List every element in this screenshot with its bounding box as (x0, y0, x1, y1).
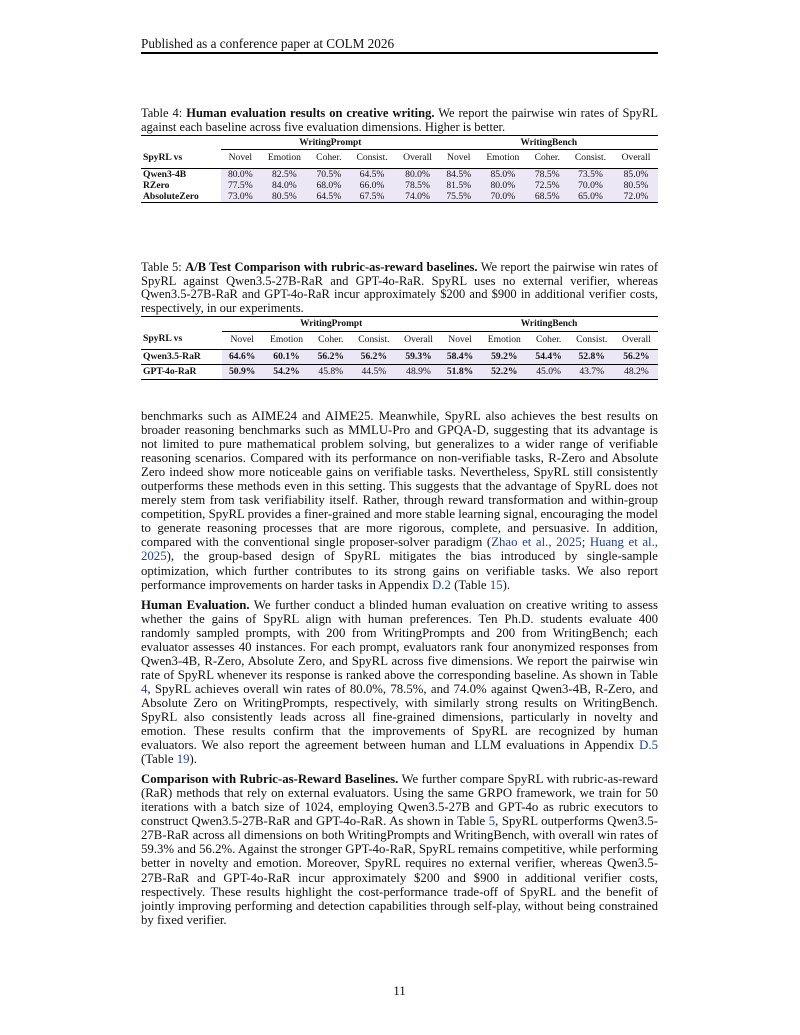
table4-caption-prefix: Table 4: (141, 106, 187, 120)
table5-caption (141, 261, 658, 315)
table-cell: 73.5% (567, 168, 614, 180)
table-cell: 80.5% (260, 191, 310, 203)
table4-col-header: Consist. (356, 152, 388, 164)
table4-col-header: Overall (621, 152, 651, 164)
table-cell: 50.9% (222, 364, 262, 379)
table-row (141, 180, 658, 191)
table-cell: 72.5% (528, 180, 567, 191)
table-cell: 77.5% (221, 180, 260, 191)
table4-col-header: Overall (403, 152, 432, 164)
page-number: 11 (393, 983, 406, 998)
paragraph-text: ). (502, 577, 511, 592)
table-cell: 68.5% (528, 191, 567, 203)
table5-col-header: Emotion (269, 333, 304, 345)
table5-col-header: Coher. (535, 333, 562, 345)
paragraph-text: , SpyRL outperforms Qwen3.5-27B-RaR across all dimensions on both WritingPrompts and WritingBench, with overall win rates of 59.3% and 56.2%. Against the stronger GPT-4o-RaR, SpyRL remains competitive, while performing better in novelty and emotion. Moreover, SpyRL requires no external verifier, whereas Qwen3.5-27B-RaR and GPT-4o-RaR incur approximately $200 and $900 in additional verifier costs, respectively. These results highlight the cost-performance trade-off of SpyRL and the benefit of jointly improving performing and detection capabilities through self-play, without being constrained by fixed verifier. (141, 814, 658, 927)
table-cell: 52.8% (569, 349, 615, 364)
table5-col-header: Novel (448, 333, 472, 345)
table4 (141, 135, 658, 202)
citation-link[interactable]: Zhao et al., 2025 (491, 535, 582, 550)
citation-separator: ; (581, 535, 590, 550)
table-cell: 56.2% (311, 349, 351, 364)
paragraph-text: benchmarks such as AIME24 and AIME25. Meanwhile, SpyRL also achieves the best results on broader reasoning benchmarks such as MMLU-Pro and GPQA-D, suggesting that its advantage is not limited to pure mathematical problem solving, but generalizes to a wider range of verifiable reasoning scenarios. Compared with its performance on non-verifiable tasks, R-Zero and Absolute Zero indeed show more noticeable gains on verifiable tasks. Nevertheless, SpyRL still consistently outperforms these methods even in this setting. This suggests that the advantage of SpyRL does not merely stem from task verifiability itself. Rather, through reward transformation and within-group competition, SpyRL provides a finer-grained and more stable learning signal, encouraging the model to generate reasoning processes that are more rigorous, complete, and persuasive. In addition, compared with the conventional single proposer-solver paradigm ( (141, 409, 658, 550)
table-cell: 74.0% (396, 191, 440, 203)
table-cell: 78.5% (396, 180, 440, 191)
appendix-ref-link[interactable]: D.2 (432, 577, 451, 592)
table4-caption-text: We report the pairwise win rates of SpyRL against each baseline across five evaluation dimensions. Higher is better. (141, 106, 658, 134)
table5-body (141, 349, 658, 379)
table-cell: 60.1% (262, 349, 311, 364)
table-cell: 43.7% (569, 364, 615, 379)
table5-col-header: Consist. (358, 333, 390, 345)
paragraph-heading: Comparison with Rubric-as-Reward Baselines. (141, 772, 399, 787)
table-cell: 48.2% (615, 364, 658, 379)
table-cell: 56.2% (615, 349, 658, 364)
table4-col-header: Novel (447, 152, 471, 164)
table-cell: 84.5% (440, 168, 479, 180)
table5-col-header: Emotion (487, 333, 521, 345)
table4-col-header: Emotion (267, 152, 301, 164)
table-cell: 78.5% (528, 168, 567, 180)
table-row-label: RZero (141, 180, 221, 191)
table-cell: 81.5% (440, 180, 479, 191)
table-cell: 64.5% (309, 191, 348, 203)
table-row-label: AbsoluteZero (141, 191, 221, 203)
table-row (141, 191, 658, 203)
table-cell: 64.5% (348, 168, 395, 180)
table-cell: 54.2% (262, 364, 311, 379)
table5-block (141, 261, 658, 380)
table5-caption-text: We report the pairwise win rates of SpyRL against Qwen3.5-27B-RaR and GPT-4o-RaR. SpyRL uses no external verifier, whereas Qwen3.5-27B-RaR and GPT-4o-RaR incur approximately $200 and $900 in additional verifier costs, respectively, in our experiments. (141, 260, 658, 315)
table4-corner (141, 136, 221, 150)
table-row (141, 168, 658, 180)
table4-col-header: Emotion (486, 152, 520, 164)
table-cell: 48.9% (397, 364, 440, 379)
table-cell: 73.0% (221, 191, 260, 203)
running-head: Published as a conference paper at COLM 2026 (141, 36, 395, 51)
paragraph-text: ). (189, 752, 197, 767)
header-rule (141, 52, 658, 54)
table-cell: 85.0% (614, 168, 658, 180)
table-ref-link[interactable]: 4 (141, 681, 148, 696)
table-cell: 64.6% (222, 349, 262, 364)
paragraph-human-evaluation (141, 598, 658, 767)
table-cell: 80.0% (221, 168, 260, 180)
table-cell: 59.3% (397, 349, 440, 364)
paragraph-text: We further conduct a blinded human evaluation on creative writing to assess whether the gains of SpyRL align with human preferences. Ten Ph.D. students evaluate 400 randomly sampled prompts, with 200 from WritingPrompts and 200 from WritingBench; each evaluator assesses 40 instances. For each prompt, evaluators rank four anonymized responses from Qwen3-4B, R-Zero, Absolute Zero, and SpyRL across five dimensions. We report the pairwise win rate of SpyRL whenever its response is ranked above the corresponding baseline. As shown in Table (141, 597, 658, 682)
table4-col-header: Coher. (316, 152, 342, 164)
table-cell: 80.0% (396, 168, 440, 180)
table5-row-header: SpyRL vs (143, 333, 183, 345)
table-cell: 66.0% (348, 180, 395, 191)
table4-body (141, 168, 658, 202)
table4-caption (141, 107, 658, 134)
paragraph-text: We further compare SpyRL with rubric-as-reward (RaR) methods that rely on external evaluators. Using the same GRPO framework, we train for 50 iterations with a batch size of 1024, employing Qwen3.5-27B and GPT-4o as rubric executors to construct Qwen3.5-27B-RaR and GPT-4o-RaR. As shown in Table (141, 772, 658, 829)
table5 (141, 316, 658, 379)
table-row-label: GPT-4o-RaR (141, 364, 222, 379)
table-cell: 54.4% (529, 349, 569, 364)
table4-col-header: Consist. (574, 152, 607, 164)
table-cell: 67.5% (348, 191, 395, 203)
table5-col-header: Overall (404, 333, 433, 345)
paragraph-text: (Table (141, 752, 177, 767)
table5-col-header: Overall (622, 333, 651, 345)
table5-group-writingprompt: WritingPrompt (222, 317, 440, 331)
table-cell: 80.5% (614, 180, 658, 191)
table5-col-header: Novel (230, 333, 254, 345)
table-cell: 51.8% (440, 364, 480, 379)
table-cell: 80.0% (478, 180, 528, 191)
table-cell: 59.2% (480, 349, 529, 364)
table-cell: 70.5% (309, 168, 348, 180)
table-cell: 65.0% (567, 191, 614, 203)
table-cell: 45.0% (529, 364, 569, 379)
paragraph-heading: Human Evaluation. (141, 597, 250, 612)
table5-corner (141, 317, 222, 331)
table4-block (141, 107, 658, 203)
citation-link[interactable]: Huang et al., 2025 (141, 535, 658, 564)
table-cell: 45.8% (311, 364, 351, 379)
table-cell: 82.5% (260, 168, 310, 180)
paragraph-rar-comparison (141, 772, 658, 927)
table-row (141, 364, 658, 379)
table5-group-writingbench: WritingBench (440, 317, 658, 331)
table-cell: 70.0% (567, 180, 614, 191)
table-cell: 84.0% (260, 180, 310, 191)
body-text (141, 409, 658, 933)
table-cell: 56.2% (351, 349, 397, 364)
table-ref-link[interactable]: 5 (488, 814, 496, 829)
table-cell: 85.0% (478, 168, 528, 180)
table-row-label: Qwen3.5-RaR (141, 349, 222, 364)
table-cell: 44.5% (351, 364, 397, 379)
table4-col-header: Coher. (534, 152, 560, 164)
appendix-ref-link[interactable]: D.5 (639, 738, 658, 753)
table4-caption-title: Human evaluation results on creative writing. (186, 106, 435, 120)
table-cell: 72.0% (614, 191, 658, 203)
table-row (141, 349, 658, 364)
paragraph-results (141, 409, 658, 592)
table-ref-link[interactable]: 19 (176, 752, 190, 767)
paragraph-text: (Table (450, 577, 490, 592)
paragraph-text: , SpyRL achieves overall win rates of 80.0%, 78.5%, and 74.0% against Qwen3-4B, R-Zero, and Absolute Zero on WritingPrompts, respectively, with similarly strong results on WritingBench. SpyRL also consistently leads across all fine-grained dimensions, particularly in novelty and emotion. These results confirm that the improvements of SpyRL are recognized by human evaluators. We also report the agreement between human and LLM evaluations in Appendix (141, 681, 658, 753)
table4-group-writingbench: WritingBench (440, 136, 659, 150)
table-cell: 68.0% (309, 180, 348, 191)
table5-caption-prefix: Table 5: (141, 260, 186, 274)
paragraph-text: ), the group-based design of SpyRL mitigates the bias introduced by single-sample optimization, which further contributes to its strong gains on verifiable tasks. We also report performance improvements on harder tasks in Appendix (141, 549, 658, 592)
table-cell: 58.4% (440, 349, 480, 364)
table-cell: 75.5% (440, 191, 479, 203)
table4-col-header: Novel (228, 152, 253, 164)
table-ref-link[interactable]: 15 (489, 577, 503, 592)
table5-caption-title: A/B Test Comparison with rubric-as-reward baselines. (185, 260, 478, 274)
table4-group-writingprompt: WritingPrompt (221, 136, 439, 150)
table4-row-header: SpyRL vs (143, 152, 183, 164)
table-row-label: Qwen3-4B (141, 168, 221, 180)
table-cell: 52.2% (480, 364, 529, 379)
table-cell: 70.0% (478, 191, 528, 203)
table5-col-header: Coher. (318, 333, 344, 345)
table5-col-header: Consist. (576, 333, 608, 345)
